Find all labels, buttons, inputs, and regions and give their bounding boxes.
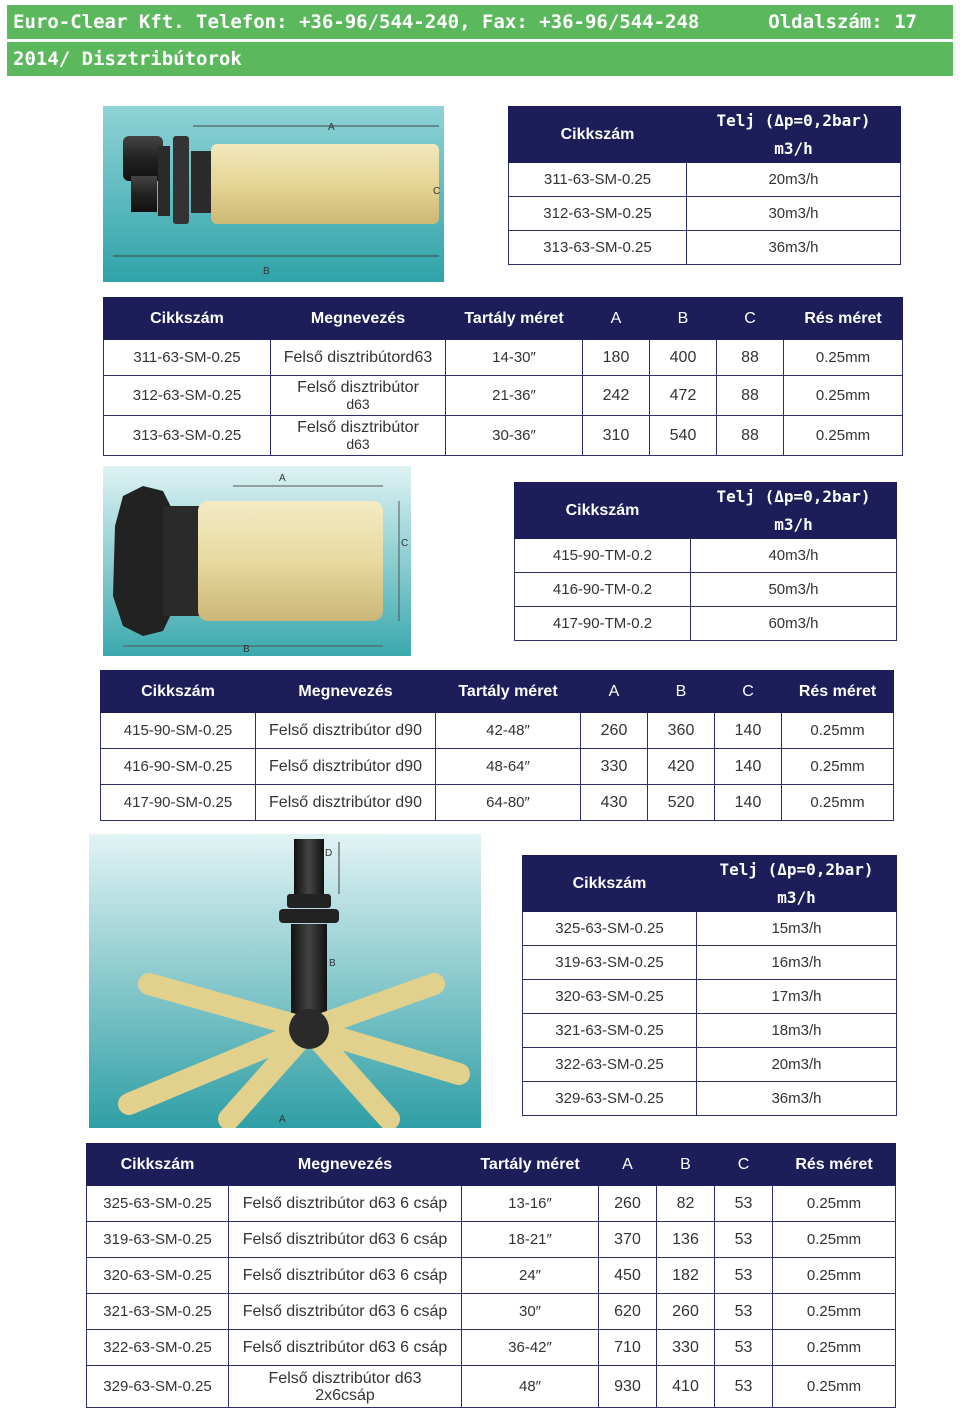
cell-name-line1: Felső disztribútor d63 (268, 1369, 422, 1387)
cell-gap: 0.25mm (773, 1294, 896, 1330)
cell-code: 312-63-SM-0.25 (104, 376, 271, 416)
cell-name (271, 376, 446, 416)
col-header-b: B (657, 1144, 715, 1186)
spec-table-63 (103, 297, 903, 456)
table-row (509, 163, 901, 197)
distributor-image (103, 466, 411, 656)
cell-tank: 30″ (462, 1294, 599, 1330)
cell-b: 520 (648, 785, 715, 821)
cell-tank: 48″ (462, 1366, 599, 1408)
col-header-unit: m3/h (691, 511, 897, 539)
col-header-c: C (717, 298, 784, 340)
cell-gap: 0.25mm (773, 1366, 896, 1408)
flow-table-multiarm (522, 855, 897, 1116)
col-header-flow: Telj (Δp=0,2bar) (687, 107, 901, 135)
flow-table-90 (514, 482, 897, 641)
cell-flow: 36m3/h (687, 231, 901, 265)
cell-b: 400 (650, 340, 717, 376)
cell-code: 312-63-SM-0.25 (509, 197, 687, 231)
cell-name-line2: d63 (346, 435, 370, 452)
cell-c: 140 (715, 785, 782, 821)
cell-code: 325-63-SM-0.25 (523, 912, 697, 946)
col-header-tank: Tartály méret (436, 671, 581, 713)
cell-code: 416-90-TM-0.2 (515, 573, 691, 607)
cell-gap: 0.25mm (782, 785, 894, 821)
cell-tank: 24″ (462, 1258, 599, 1294)
cell-c: 140 (715, 749, 782, 785)
table-row (523, 1048, 897, 1082)
cell-c: 88 (717, 416, 784, 456)
table-row (101, 785, 894, 821)
cell-name: Felső disztribútor d63 6 csáp (229, 1186, 462, 1222)
company-contact: Euro-Clear Kft. Telefon: +36-96/544-240, Fax: +36-96/544-248 (13, 11, 700, 33)
cell-c: 53 (715, 1186, 773, 1222)
cell-a: 260 (599, 1186, 657, 1222)
cell-b: 410 (657, 1366, 715, 1408)
table-row (523, 912, 897, 946)
distributor-image (103, 106, 444, 282)
cell-b: 472 (650, 376, 717, 416)
col-header-a: A (599, 1144, 657, 1186)
cell-code: 325-63-SM-0.25 (87, 1186, 229, 1222)
col-header-flow: Telj (Δp=0,2bar) (691, 483, 897, 511)
cell-name: Felső disztribútor d63 6 csáp (229, 1330, 462, 1366)
table-row (523, 946, 897, 980)
col-header-b: B (650, 298, 717, 340)
cell-flow: 15m3/h (697, 912, 897, 946)
cell-tank: 21-36″ (446, 376, 583, 416)
cell-gap: 0.25mm (782, 749, 894, 785)
cell-tank: 42-48″ (436, 713, 581, 749)
dim-label-a: A (279, 473, 286, 484)
cell-code: 322-63-SM-0.25 (523, 1048, 697, 1082)
cell-name-line1: Felső disztribútor (297, 378, 419, 396)
product-photo-63-multiarm (89, 834, 481, 1128)
cell-code: 322-63-SM-0.25 (87, 1330, 229, 1366)
cell-gap: 0.25mm (782, 713, 894, 749)
cell-flow: 16m3/h (697, 946, 897, 980)
dim-label-c: C (401, 538, 409, 549)
table-row (523, 980, 897, 1014)
header-bar (7, 5, 953, 39)
cell-a: 260 (581, 713, 648, 749)
cell-code: 313-63-SM-0.25 (509, 231, 687, 265)
table-row (101, 713, 894, 749)
cell-name-line2: d63 (346, 395, 370, 412)
cell-c: 140 (715, 713, 782, 749)
cell-tank: 14-30″ (446, 340, 583, 376)
cell-name: Felső disztribútor d63 6 csáp (229, 1222, 462, 1258)
table-row (509, 231, 901, 265)
page-number: Oldalszám: 17 (768, 11, 917, 33)
col-header-code: Cikkszám (101, 671, 256, 713)
cell-tank: 13-16″ (462, 1186, 599, 1222)
cell-a: 310 (583, 416, 650, 456)
flow-table-63 (508, 106, 901, 265)
table-row (515, 573, 897, 607)
cell-a: 710 (599, 1330, 657, 1366)
cell-name: Felső disztribútor d90 (256, 713, 436, 749)
distributor-image (89, 834, 481, 1128)
table-row (523, 1014, 897, 1048)
cell-c: 88 (717, 340, 784, 376)
cell-name: Felső disztribútor d63 6 csáp (229, 1258, 462, 1294)
product-photo-63-straight (103, 106, 444, 282)
cell-tank: 18-21″ (462, 1222, 599, 1258)
cell-name-line1: Felső disztribútor (297, 418, 419, 436)
product-photo-90-flange (103, 466, 411, 656)
cell-name (229, 1366, 462, 1408)
table-row (523, 1082, 897, 1116)
col-header-name: Megnevezés (271, 298, 446, 340)
cell-tank: 48-64″ (436, 749, 581, 785)
cell-gap: 0.25mm (773, 1258, 896, 1294)
cell-code: 320-63-SM-0.25 (87, 1258, 229, 1294)
cell-c: 53 (715, 1330, 773, 1366)
col-header-code: Cikkszám (87, 1144, 229, 1186)
cell-c: 53 (715, 1294, 773, 1330)
col-header-gap: Rés méret (773, 1144, 896, 1186)
cell-code: 321-63-SM-0.25 (87, 1294, 229, 1330)
dim-label-c: C (433, 186, 441, 197)
col-header-a: A (581, 671, 648, 713)
dim-label-d: D (325, 848, 333, 859)
dim-label-b: B (329, 958, 336, 969)
col-header-unit: m3/h (687, 135, 901, 163)
cell-flow: 60m3/h (691, 607, 897, 641)
cell-tank: 64-80″ (436, 785, 581, 821)
col-header-code: Cikkszám (509, 107, 687, 163)
spec-table-90-main (100, 670, 894, 821)
col-header-name: Megnevezés (229, 1144, 462, 1186)
cell-a: 930 (599, 1366, 657, 1408)
cell-b: 540 (650, 416, 717, 456)
cell-code: 329-63-SM-0.25 (87, 1366, 229, 1408)
col-header-name: Megnevezés (256, 671, 436, 713)
cell-gap: 0.25mm (773, 1186, 896, 1222)
cell-gap: 0.25mm (784, 376, 903, 416)
col-header-tank: Tartály méret (446, 298, 583, 340)
cell-a: 242 (583, 376, 650, 416)
cell-b: 136 (657, 1222, 715, 1258)
cell-gap: 0.25mm (773, 1222, 896, 1258)
cell-code: 320-63-SM-0.25 (523, 980, 697, 1014)
spec-table-multiarm-data (86, 1143, 896, 1408)
cell-code: 415-90-SM-0.25 (101, 713, 256, 749)
cell-c: 53 (715, 1366, 773, 1408)
table-row (515, 539, 897, 573)
table-row (87, 1330, 896, 1366)
cell-name (271, 416, 446, 456)
cell-flow: 36m3/h (697, 1082, 897, 1116)
cell-code: 417-90-TM-0.2 (515, 607, 691, 641)
cell-flow: 18m3/h (697, 1014, 897, 1048)
cell-flow: 30m3/h (687, 197, 901, 231)
cell-a: 620 (599, 1294, 657, 1330)
cell-code: 319-63-SM-0.25 (523, 946, 697, 980)
cell-name: Felső disztribútor d63 6 csáp (229, 1294, 462, 1330)
cell-code: 311-63-SM-0.25 (104, 340, 271, 376)
col-header-flow: Telj (Δp=0,2bar) (697, 856, 897, 884)
cell-tank: 36-42″ (462, 1330, 599, 1366)
table-row (104, 340, 903, 376)
cell-code: 329-63-SM-0.25 (523, 1082, 697, 1116)
cell-code: 321-63-SM-0.25 (523, 1014, 697, 1048)
table-row (87, 1366, 896, 1408)
section-title-bar (7, 42, 953, 76)
col-header-tank: Tartály méret (462, 1144, 599, 1186)
cell-flow: 50m3/h (691, 573, 897, 607)
cell-c: 53 (715, 1258, 773, 1294)
cell-a: 430 (581, 785, 648, 821)
col-header-code: Cikkszám (515, 483, 691, 539)
cell-gap: 0.25mm (784, 340, 903, 376)
col-header-gap: Rés méret (784, 298, 903, 340)
cell-name-line2: 2x6csáp (315, 1386, 375, 1404)
cell-b: 260 (657, 1294, 715, 1330)
col-header-b: B (648, 671, 715, 713)
dim-label-a: A (279, 1114, 286, 1125)
cell-code: 416-90-SM-0.25 (101, 749, 256, 785)
cell-a: 180 (583, 340, 650, 376)
cell-gap: 0.25mm (773, 1330, 896, 1366)
table-row (101, 749, 894, 785)
col-header-code: Cikkszám (523, 856, 697, 912)
table-row (104, 416, 903, 456)
table-row (87, 1222, 896, 1258)
cell-flow: 40m3/h (691, 539, 897, 573)
cell-b: 82 (657, 1186, 715, 1222)
cell-name: Felső disztribútord63 (271, 340, 446, 376)
cell-a: 450 (599, 1258, 657, 1294)
cell-b: 360 (648, 713, 715, 749)
col-header-code: Cikkszám (104, 298, 271, 340)
cell-b: 182 (657, 1258, 715, 1294)
col-header-c: C (715, 671, 782, 713)
table-row (104, 376, 903, 416)
col-header-a: A (583, 298, 650, 340)
cell-gap: 0.25mm (784, 416, 903, 456)
cell-tank: 30-36″ (446, 416, 583, 456)
cell-flow: 20m3/h (687, 163, 901, 197)
table-row (87, 1294, 896, 1330)
col-header-c: C (715, 1144, 773, 1186)
dim-label-a: A (328, 122, 335, 133)
col-header-unit: m3/h (697, 884, 897, 912)
cell-code: 319-63-SM-0.25 (87, 1222, 229, 1258)
col-header-gap: Rés méret (782, 671, 894, 713)
cell-code: 313-63-SM-0.25 (104, 416, 271, 456)
table-row (87, 1258, 896, 1294)
cell-b: 330 (657, 1330, 715, 1366)
dim-label-b: B (263, 266, 270, 277)
cell-flow: 20m3/h (697, 1048, 897, 1082)
cell-code: 311-63-SM-0.25 (509, 163, 687, 197)
dim-label-b: B (243, 644, 250, 655)
cell-a: 370 (599, 1222, 657, 1258)
cell-a: 330 (581, 749, 648, 785)
cell-code: 415-90-TM-0.2 (515, 539, 691, 573)
table-row (515, 607, 897, 641)
table-row (509, 197, 901, 231)
section-title: 2014/ Disztribútorok (13, 48, 242, 70)
table-row (87, 1186, 896, 1222)
cell-c: 88 (717, 376, 784, 416)
cell-name: Felső disztribútor d90 (256, 749, 436, 785)
cell-b: 420 (648, 749, 715, 785)
cell-flow: 17m3/h (697, 980, 897, 1014)
cell-code: 417-90-SM-0.25 (101, 785, 256, 821)
cell-c: 53 (715, 1222, 773, 1258)
cell-name: Felső disztribútor d90 (256, 785, 436, 821)
